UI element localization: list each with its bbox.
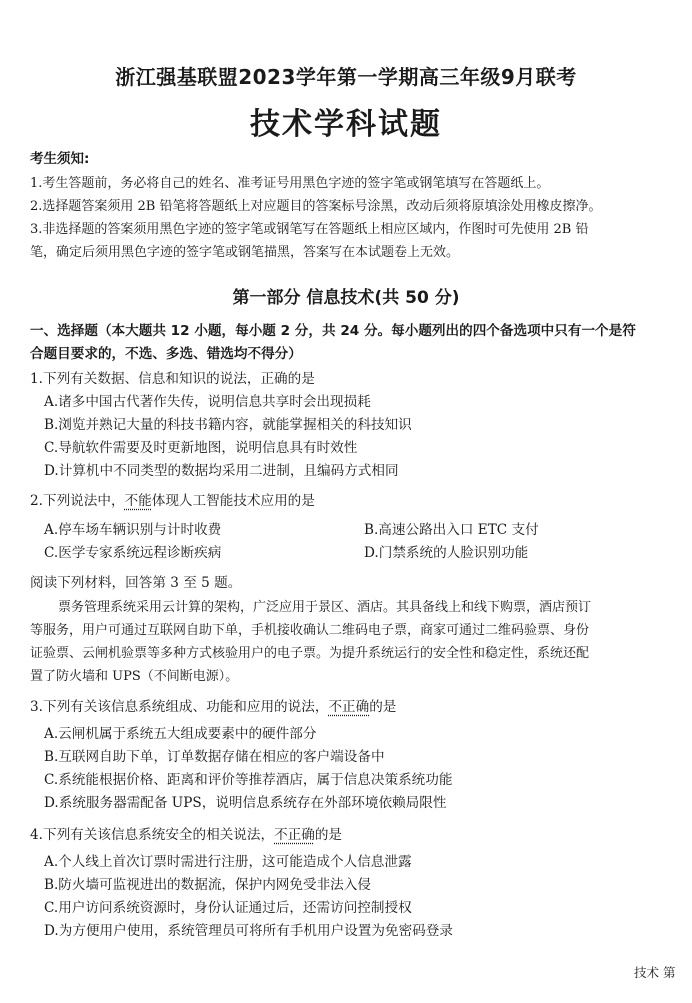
q2-stem-pre: 2.下列说法中， xyxy=(30,493,125,509)
q2-option-d: D.门禁系统的人脸识别功能 xyxy=(364,545,529,561)
notice-heading: 考生须知: xyxy=(30,151,90,167)
section-instructions-line1: 一、选择题（本大题共 12 小题，每小题 2 分，共 24 分。每小题列出的四个备选项中只有一个是符 xyxy=(30,323,636,339)
q4-option-c: C.用户访问系统资源时，身份认证通过后，还需访问控制授权 xyxy=(44,900,412,916)
q2-option-c: C.医学专家系统远程诊断疾病 xyxy=(44,545,222,561)
q3-stem-post: 的是 xyxy=(369,699,397,715)
q3-option-c: C.系统能根据价格、距离和评价等推荐酒店，属于信息决策系统功能 xyxy=(44,772,453,788)
material-line-4: 置了防火墙和 UPS（不间断电源）。 xyxy=(30,669,239,684)
q3-option-d: D.系统服务器需配备 UPS，说明信息系统存在外部环境依赖局限性 xyxy=(44,795,447,811)
page-footer: 技术 第 xyxy=(634,965,676,980)
q2-option-a: A.停车场车辆识别与计时收费 xyxy=(44,522,222,538)
notice-item-2: 2.选择题答案须用 2B 铅笔将答题纸上对应题目的答案标号涂黑，改动后须将原填涂处用橡皮擦净。 xyxy=(30,199,602,214)
material-line-2: 等服务，用户可通过互联网自助下单，手机接收确认二维码电子票，商家可通过二维码验票、身份 xyxy=(30,623,590,638)
q4-stem-post: 的是 xyxy=(314,827,343,843)
q3-option-b: B.互联网自助下单，订单数据存储在相应的客户端设备中 xyxy=(44,749,385,765)
q3-stem-pre: 3.下列有关该信息系统组成、功能和应用的说法， xyxy=(30,699,329,715)
q2-stem-post: 体现人工智能技术应用的是 xyxy=(151,493,315,509)
q1-option-a: A.诸多中国古代著作失传，说明信息共享时会出现损耗 xyxy=(44,394,371,410)
q4-option-a: A.个人线上首次订票时需进行注册，这可能造成个人信息泄露 xyxy=(44,854,412,870)
notice-item-3-continued: 笔，确定后须用黑色字迹的签字笔或钢笔描黑，答案写在本试题卷上无效。 xyxy=(30,245,460,260)
material-intro: 阅读下列材料，回答第 3 至 5 题。 xyxy=(30,575,242,591)
notice-item-1: 1.考生答题前，务必将自己的姓名、准考证号用黑色字迹的签字笔或钢笔填写在答题纸上。 xyxy=(30,176,550,191)
q2-stem xyxy=(30,492,315,510)
q3-option-a: A.云闸机属于系统五大组成要素中的硬件部分 xyxy=(44,726,317,742)
material-line-1: 票务管理系统采用云计算的架构，广泛应用于景区、酒店。其具备线上和线下购票，酒店预订 xyxy=(58,600,592,615)
part-title: 第一部分 信息技术(共 50 分) xyxy=(232,288,460,308)
notice-item-3: 3.非选择题的答案须用黑色字迹的签字笔或钢笔写在答题纸上相应区域内，作图时可先使用 2B 铅 xyxy=(30,222,589,237)
material-line-3: 证验票、云闸机验票等多种方式核验用户的电子票。为提升系统运行的安全性和稳定性，系统还配 xyxy=(30,646,590,661)
q3-stem-emphasis: 不正确 xyxy=(328,699,370,715)
section-instructions-line2: 合题目要求的，不选、多选、错选均不得分） xyxy=(30,346,302,362)
q4-stem-pre: 4.下列有关该信息系统安全的相关说法， xyxy=(30,827,275,843)
q2-stem-emphasis: 不能 xyxy=(124,493,152,509)
q1-option-c: C.导航软件需要及时更新地图，说明信息具有时效性 xyxy=(44,440,358,456)
q3-stem xyxy=(30,698,396,716)
q1-option-b: B.浏览并熟记大量的科技书籍内容，就能掌握相关的科技知识 xyxy=(44,417,412,433)
q4-option-d: D.为方便用户使用，系统管理员可将所有手机用户设置为免密码登录 xyxy=(44,923,453,939)
q4-stem-emphasis: 不正确 xyxy=(274,827,315,843)
q2-option-b: B.高速公路出入口 ETC 支付 xyxy=(364,522,539,538)
q4-option-b: B.防火墙可监视进出的数据流，保护内网免受非法入侵 xyxy=(44,877,371,893)
q4-stem xyxy=(30,826,342,844)
exam-subject-title: 技术学科试题 xyxy=(250,107,442,142)
exam-title-line1: 浙江强基联盟2023学年第一学期高三年级9月联考 xyxy=(115,65,577,89)
q1-stem: 1.下列有关数据、信息和知识的说法，正确的是 xyxy=(30,371,315,387)
q1-option-d: D.计算机中不同类型的数据均采用二进制，且编码方式相同 xyxy=(44,463,399,479)
